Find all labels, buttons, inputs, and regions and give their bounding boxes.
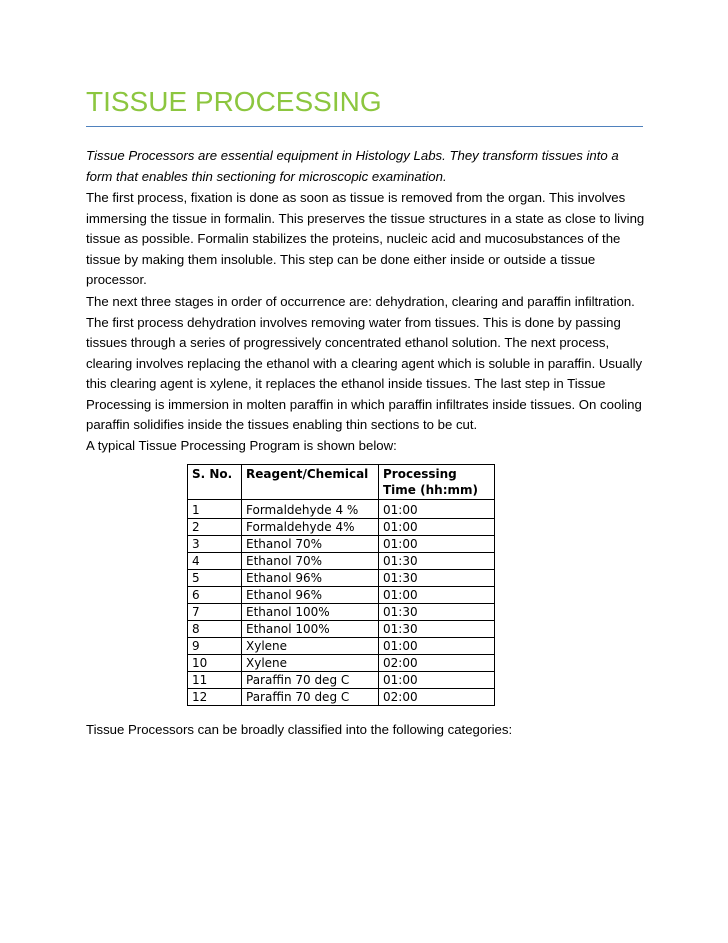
cell-reagent: Ethanol 100% [242,621,379,638]
table-row [188,604,495,621]
header-sno: S. No. [188,465,242,500]
cell-time: 02:00 [379,655,495,672]
cell-sno: 11 [188,672,242,689]
cell-sno: 3 [188,536,242,553]
cell-reagent: Paraffin 70 deg C [242,689,379,706]
table-row [188,655,495,672]
page-title: TISSUE PROCESSING [86,86,382,117]
header-time: Processing Time (hh:mm) [379,465,495,500]
paragraph-categories: Tissue Processors can be broadly classified into the following categories: [86,722,513,737]
cell-time: 01:30 [379,553,495,570]
cell-reagent: Ethanol 100% [242,604,379,621]
cell-time: 01:30 [379,570,495,587]
cell-time: 01:00 [379,500,495,519]
cell-sno: 2 [188,519,242,536]
table-row [188,536,495,553]
cell-reagent: Ethanol 96% [242,587,379,604]
cell-time: 01:00 [379,587,495,604]
cell-sno: 8 [188,621,242,638]
processing-program-table [187,464,495,706]
paragraph-table-intro: A typical Tissue Processing Program is shown below: [86,438,397,453]
table-header-row [188,465,495,500]
cell-sno: 10 [188,655,242,672]
cell-reagent: Formaldehyde 4 % [242,500,379,519]
cell-time: 01:00 [379,519,495,536]
cell-reagent: Xylene [242,638,379,655]
cell-time: 02:00 [379,689,495,706]
table-row [188,621,495,638]
cell-reagent: Ethanol 70% [242,536,379,553]
cell-time: 01:30 [379,621,495,638]
table-row [188,553,495,570]
cell-reagent: Ethanol 70% [242,553,379,570]
cell-time: 01:00 [379,536,495,553]
table-row [188,587,495,604]
cell-sno: 7 [188,604,242,621]
table-row [188,638,495,655]
title-underline [86,126,643,127]
cell-sno: 12 [188,689,242,706]
table-row [188,570,495,587]
cell-reagent: Xylene [242,655,379,672]
cell-sno: 5 [188,570,242,587]
cell-sno: 6 [188,587,242,604]
lead-paragraph: Tissue Processors are essential equipment in Histology Labs. They transform tissues into a form that enables thin sectioning for microscopic examination. [86,148,619,184]
cell-time: 01:00 [379,638,495,655]
cell-reagent: Paraffin 70 deg C [242,672,379,689]
cell-reagent: Ethanol 96% [242,570,379,587]
cell-sno: 4 [188,553,242,570]
paragraph-fixation: The first process, fixation is done as soon as tissue is removed from the organ. This involves immersing the tissue in formalin. This preserves the tissue structures in a state as close to living tissue as possible. Formalin stabilizes the proteins, nucleic acid and mucosubstances of the tissue by making them insoluble. This step can be done either inside or outside a tissue processor. [86,190,645,287]
cell-time: 01:30 [379,604,495,621]
table-row [188,689,495,706]
table-row [188,519,495,536]
header-reagent: Reagent/Chemical [242,465,379,500]
cell-reagent: Formaldehyde 4% [242,519,379,536]
cell-sno: 9 [188,638,242,655]
table-row [188,672,495,689]
cell-sno: 1 [188,500,242,519]
paragraph-stages: The next three stages in order of occurrence are: dehydration, clearing and paraffin infiltration. The first process dehydration involves removing water from tissues. This is done by passing tissues through a series of progressively concentrated ethanol solution. The next process, clearing involves replacing the ethanol with a clearing agent which is soluble in paraffin. Usually this clearing agent is xylene, it replaces the ethanol inside tissues. The last step in Tissue Processing is immersion in molten paraffin in which paraffin infiltrates inside tissues. On cooling paraffin solidifies inside the tissues enabling thin sections to be cut. [86,294,643,432]
cell-time: 01:00 [379,672,495,689]
table-row [188,500,495,519]
